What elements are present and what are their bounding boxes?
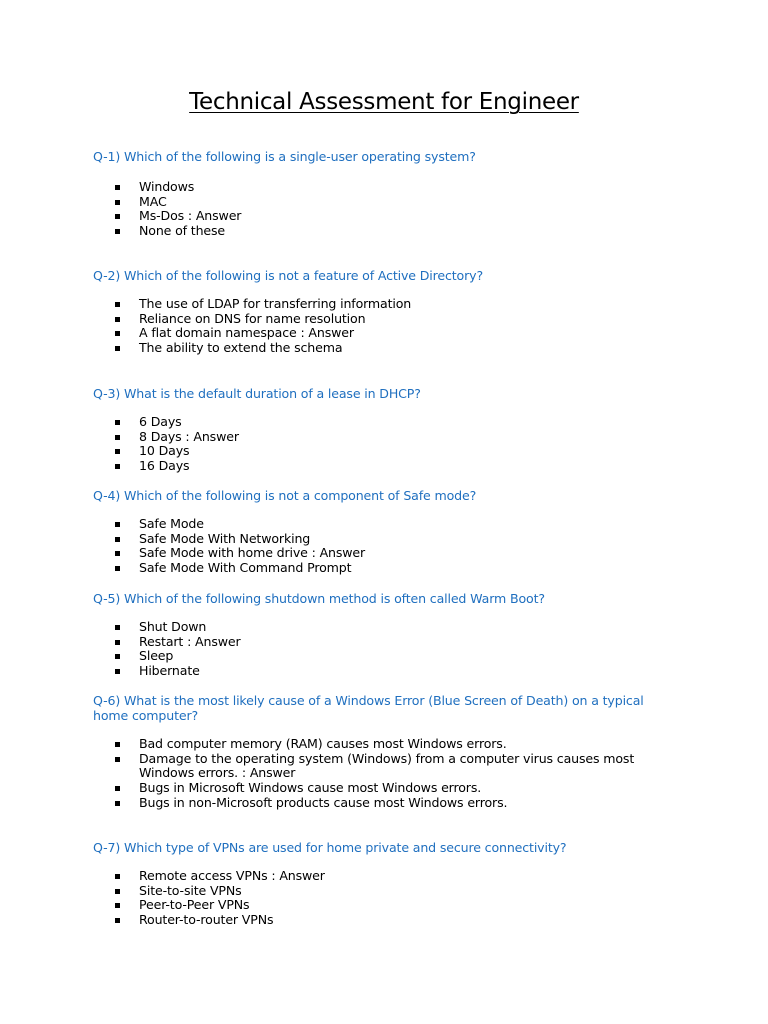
answer-label: Answer	[193, 428, 239, 444]
list-item: Safe Mode with home drive : Answer	[113, 546, 653, 561]
square-bullet-icon	[115, 918, 120, 923]
list-item: Sleep	[113, 649, 653, 664]
options-list-3	[113, 415, 653, 474]
list-item: Safe Mode	[113, 517, 653, 532]
list-item: Safe Mode With Networking	[113, 532, 653, 547]
list-item: Hibernate	[113, 664, 653, 679]
document-title: Technical Assessment for Engineer	[189, 89, 579, 115]
square-bullet-icon	[115, 889, 120, 894]
list-item: Windows	[113, 180, 653, 195]
answer-label: Answer	[319, 545, 366, 561]
list-item: Reliance on DNS for name resolution	[113, 312, 653, 327]
list-item: The ability to extend the schema	[113, 341, 653, 356]
list-item: 6 Days	[113, 415, 653, 430]
square-bullet-icon	[115, 229, 120, 234]
square-bullet-icon	[115, 464, 120, 469]
question-6: Q-6) What is the most likely cause of a Windows Error (Blue Screen of Death) on a typical home computer?	[93, 693, 644, 723]
list-item: Site-to-site VPNs	[113, 884, 653, 899]
square-bullet-icon	[115, 654, 120, 659]
list-item: Peer-to-Peer VPNs	[113, 898, 653, 913]
list-item: MAC	[113, 195, 653, 210]
answer-label: Answer	[195, 633, 241, 649]
square-bullet-icon	[115, 742, 120, 747]
square-bullet-icon	[115, 640, 120, 645]
square-bullet-icon	[115, 903, 120, 908]
square-bullet-icon	[115, 449, 120, 454]
options-list-2	[113, 297, 653, 356]
square-bullet-icon	[115, 317, 120, 322]
list-item: Ms-Dos : Answer	[113, 209, 653, 224]
answer-label: Answer	[195, 208, 242, 224]
question-4: Q-4) Which of the following is not a component of Safe mode?	[93, 488, 477, 503]
square-bullet-icon	[115, 302, 120, 307]
square-bullet-icon	[115, 346, 120, 351]
question-7: Q-7) Which type of VPNs are used for home private and secure connectivity?	[93, 840, 567, 855]
list-item: Bugs in non-Microsoft products cause most Windows errors.	[113, 796, 653, 811]
square-bullet-icon	[115, 200, 120, 205]
square-bullet-icon	[115, 331, 120, 336]
list-item: Bugs in Microsoft Windows cause most Windows errors.	[113, 781, 653, 796]
square-bullet-icon	[115, 537, 120, 542]
answer-label: Answer	[279, 868, 325, 883]
square-bullet-icon	[115, 757, 120, 762]
square-bullet-icon	[115, 185, 120, 190]
list-item: Shut Down	[113, 620, 653, 635]
list-item: 8 Days : Answer	[113, 430, 653, 445]
list-item: 16 Days	[113, 459, 653, 474]
options-list-5	[113, 620, 653, 679]
list-item: A flat domain namespace : Answer	[113, 326, 653, 341]
list-item: Bad computer memory (RAM) causes most Windows errors.	[113, 737, 653, 752]
square-bullet-icon	[115, 435, 120, 440]
list-item: Safe Mode With Command Prompt	[113, 561, 653, 576]
question-3: Q-3) What is the default duration of a lease in DHCP?	[93, 386, 421, 401]
options-list-6	[113, 737, 653, 811]
square-bullet-icon	[115, 566, 120, 571]
square-bullet-icon	[115, 625, 120, 630]
square-bullet-icon	[115, 669, 120, 674]
square-bullet-icon	[115, 522, 120, 527]
square-bullet-icon	[115, 874, 120, 879]
square-bullet-icon	[115, 551, 120, 556]
square-bullet-icon	[115, 786, 120, 791]
question-5: Q-5) Which of the following shutdown method is often called Warm Boot?	[93, 591, 545, 606]
options-list-1	[113, 180, 653, 239]
options-list-4	[113, 517, 653, 576]
list-item: None of these	[113, 224, 653, 239]
list-item: The use of LDAP for transferring information	[113, 297, 653, 312]
answer-label: Answer	[308, 325, 354, 341]
square-bullet-icon	[115, 214, 120, 219]
list-item: Restart : Answer	[113, 635, 653, 650]
square-bullet-icon	[115, 801, 120, 806]
square-bullet-icon	[115, 420, 120, 425]
list-item: 10 Days	[113, 444, 653, 459]
question-1: Q-1) Which of the following is a single-user operating system?	[93, 149, 476, 164]
options-list-7	[113, 869, 653, 928]
list-item: Router-to-router VPNs	[113, 913, 653, 928]
list-item: Damage to the operating system (Windows) from a computer virus causes most Windows errors. : Answer	[113, 752, 653, 781]
question-2: Q-2) Which of the following is not a feature of Active Directory?	[93, 268, 483, 283]
list-item: Remote access VPNs : Answer	[113, 869, 653, 884]
answer-label: Answer	[249, 765, 296, 781]
